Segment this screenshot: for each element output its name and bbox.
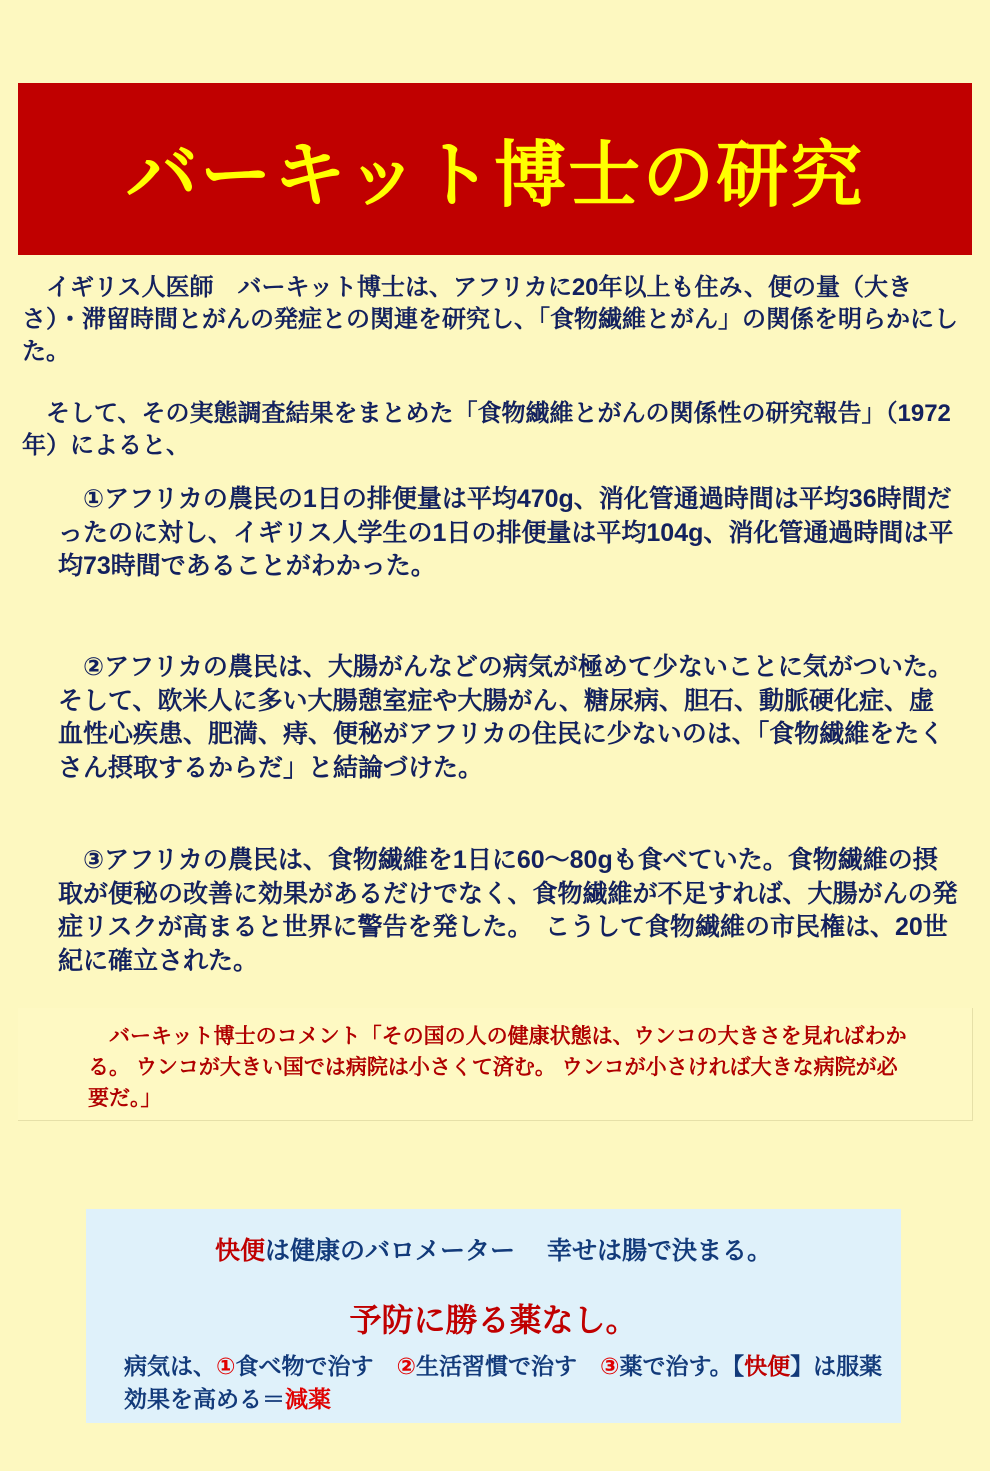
summary-box [86,1209,901,1423]
number-2: ② [396,1353,416,1379]
slogan-prevention: 予防に勝る薬なし。 [349,1302,638,1338]
intro-paragraph-1: イギリス人医師 バーキット博士は、アフリカに20年以上も住み、便の量（大きさ）・滞留時間とがんの発症との関連を研究し、「食物繊維とがん」の関係を明らかにした。 [22,274,958,365]
intro-paragraph-2: そして、その実態調査結果をまとめた「食物繊維とがんの関係性の研究報告」（1972年）によると、 [22,400,951,459]
slogan-highlight: 快便 [215,1237,266,1265]
treatment-food: 食べ物で治す [235,1353,397,1379]
number-1: ① [216,1353,236,1379]
finding-3: ③アフリカの農民は、食物繊維を1日に60～80gも食べていた。食物繊維の摂取が便秘の改善に効果があるだけでなく、食物繊維が不足すれば、大腸がんの発症リスクが高まると世界に警告を発した。 こうして食物繊維の市民権は、20世紀に確立された。 [58,846,958,975]
treatment-effect: 】は服薬効果を高める＝ [124,1353,883,1412]
title-banner [18,83,972,255]
slogan-treatment [124,1350,884,1416]
treatment-medicine: 薬で治す。【 [619,1353,745,1379]
burkitt-comment: バーキット博士のコメント「その国の人の健康状態は、ウンコの大きさを見ればわかる。 ウンコが大きい国では病院は小さくて済む。 ウンコが小さければ大きな病院が必要だ。」 [88,1025,907,1110]
treatment-highlight: 快便 [744,1353,791,1379]
finding-1: ①アフリカの農民の1日の排便量は平均470g、消化管通過時間は平均36時間だったのに対し、イギリス人学生の1日の排便量は平均104g、消化管通過時間は平均73時間であることがわかった。 [58,485,954,580]
slogan-treatment-prefix: 病気は、 [124,1353,216,1379]
finding-2: ②アフリカの農民は、大腸がんなどの病気が極めて少ないことに気がついた。 そして、欧米人に多い大腸憩室症や大腸がん、糖尿病、胆石、動脈硬化症、虚血性心疾患、肥満、痔、便秘がアフリカの住民に少ないのは、「食物繊維をたくさん摂取するからだ」と結論づけた。 [58,653,953,782]
number-3: ③ [599,1353,620,1379]
treatment-end: 減薬 [285,1386,331,1412]
slogan-bowel-health [86,1231,901,1267]
treatment-lifestyle: 生活習慣で治す [415,1353,600,1379]
slogan-text: は健康のバロメーター 幸せは腸で決まる。 [265,1237,772,1265]
page-title: バーキット博士の研究 [125,136,865,216]
comment-box [18,1008,973,1121]
